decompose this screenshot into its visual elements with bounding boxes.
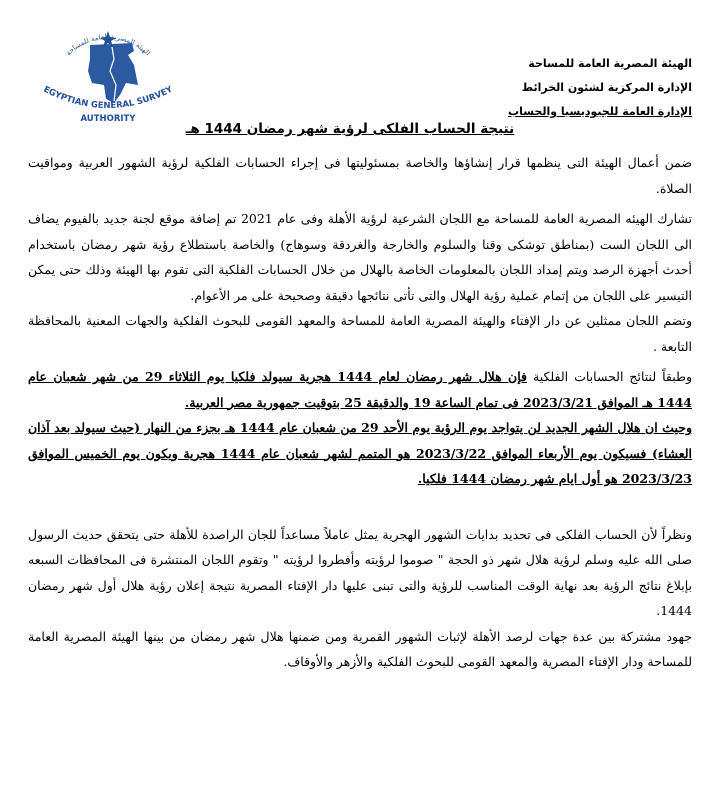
paragraph-first-day: وحيث ان هلال الشهر الجديد لن يتواجد يوم الرؤية يوم الأحد 29 من شعبان عام 1444 هـ بجزء من النهار (حيث سيولد بعد آذان العشاء) فسيكون يوم الأربعاء الموافق 2023/3/22 هو المتمم لشهر شعبان عام 1444 هجرية ويكون يوم الخميس الموافق 2023/3/23 هو أول ايام شهر رمضان 1444 فلكيا.	[28, 420, 693, 486]
egyptian-general-survey-authority-logo	[28, 25, 188, 125]
paragraph-calculation-result	[28, 364, 692, 415]
document-body	[28, 150, 692, 675]
paragraph-intro: ضمن أعمال الهيئة التى ينظمها قرار إنشاؤها والخاصة بمسئوليتها فى إجراء الحسابات الفلكية لرؤية الشهور العربية ومواقيت الصلاة.	[28, 155, 692, 196]
document-title: نتيجة الحساب الفلكى لرؤية شهر رمضان 1444 هـ	[185, 121, 515, 137]
header-line-central-admin: الإدارة المركزية لشئون الخرائط	[521, 81, 692, 94]
logo-authority-text: AUTHORITY	[80, 114, 136, 124]
header-line-authority: الهيئة المصرية العامة للمساحة	[528, 57, 692, 70]
paragraph-committees: تشارك الهيئه المصرية العامة للمساحة مع اللجان الشرعية لرؤية الأهلة وفى عام 2021 تم إضافة موقع لجنة جديد بالفيوم يضاف الى اللجان الست (بمناطق توشكى وقنا والسلوم والخارجة والغردقة وسوهاج) والخاصة باستطلاع رؤية شهر رمضان باستخدام أحدث أجهزة الرصد ويتم إمداد اللجان بالمعلومات الخاصة بالهلال من خلال الحسابات الفلكية التى تقوم بها الهيئة وذلك حتى يمكن التيسير على اللجان من إتمام عملية رؤية الهلال والتى تأتى نتائجها دقيقة وصحيحة على مر الأعوام.	[28, 211, 693, 303]
paragraph-joint-efforts: جهود مشتركة بين عدة جهات لرصد الأهلة لإثبات الشهور القمرية ومن ضمنها هلال شهر رمضان من بينها الهيئة المصرية العامة للمساحة ودار الإفتاء المصرية والمعهد القومى للبحوث الفلكية والأزهر والأوقاف.	[28, 628, 692, 669]
logo-arabic-text: الهيئة المصرية العامة للمساحة	[64, 32, 152, 58]
header-line-geodesy-admin: الإدارة العامة للجيوديسيا والحساب	[508, 105, 692, 118]
calculation-lead: وطبقاً لنتائج الحسابات الفلكية	[527, 369, 693, 384]
paragraph-astronomical-role: ونظراً لأن الحساب الفلكى فى تحديد بدايات الشهور الهجرية يمثل عاملاً مساعداً للجان الراصدة للأهلة حتى يتحقق حديث الرسول صلى الله عليه وسلم لرؤية هلال شهر ذو الحجة " صوموا لرؤيته وأفطروا لرؤيته " وتقوم اللجان المنتشرة فى المحافظات السبعه بإبلاغ نتائج الرؤية بعد نهاية الوقت المناسب للرؤية والتى تبنى عليها دار الإفتاء المصرية نتيجة إعلان رؤية هلال أول شهر رمضان 1444.	[28, 526, 692, 618]
calculation-bold-result: فإن هلال شهر رمضان لعام 1444 هجرية سيولد فلكيا يوم الثلاثاء 29 من شهر شعبان عام 1444 هـ الموافق 2023/3/21 فى تمام الساعة 19 والدقيقة 25 بتوقيت جمهورية مصر العربية.	[28, 369, 692, 410]
paragraph-members: وتضم اللجان ممثلين عن دار الإفتاء والهيئة المصرية العامة للمساحة والمعهد القومى للبحوث الفلكية والجهات المعنية بالمحافظة التابعة .	[28, 313, 692, 354]
letterhead	[392, 52, 692, 124]
logo-english-text: EGYPTIAN GENERAL SURVEY	[41, 84, 175, 112]
